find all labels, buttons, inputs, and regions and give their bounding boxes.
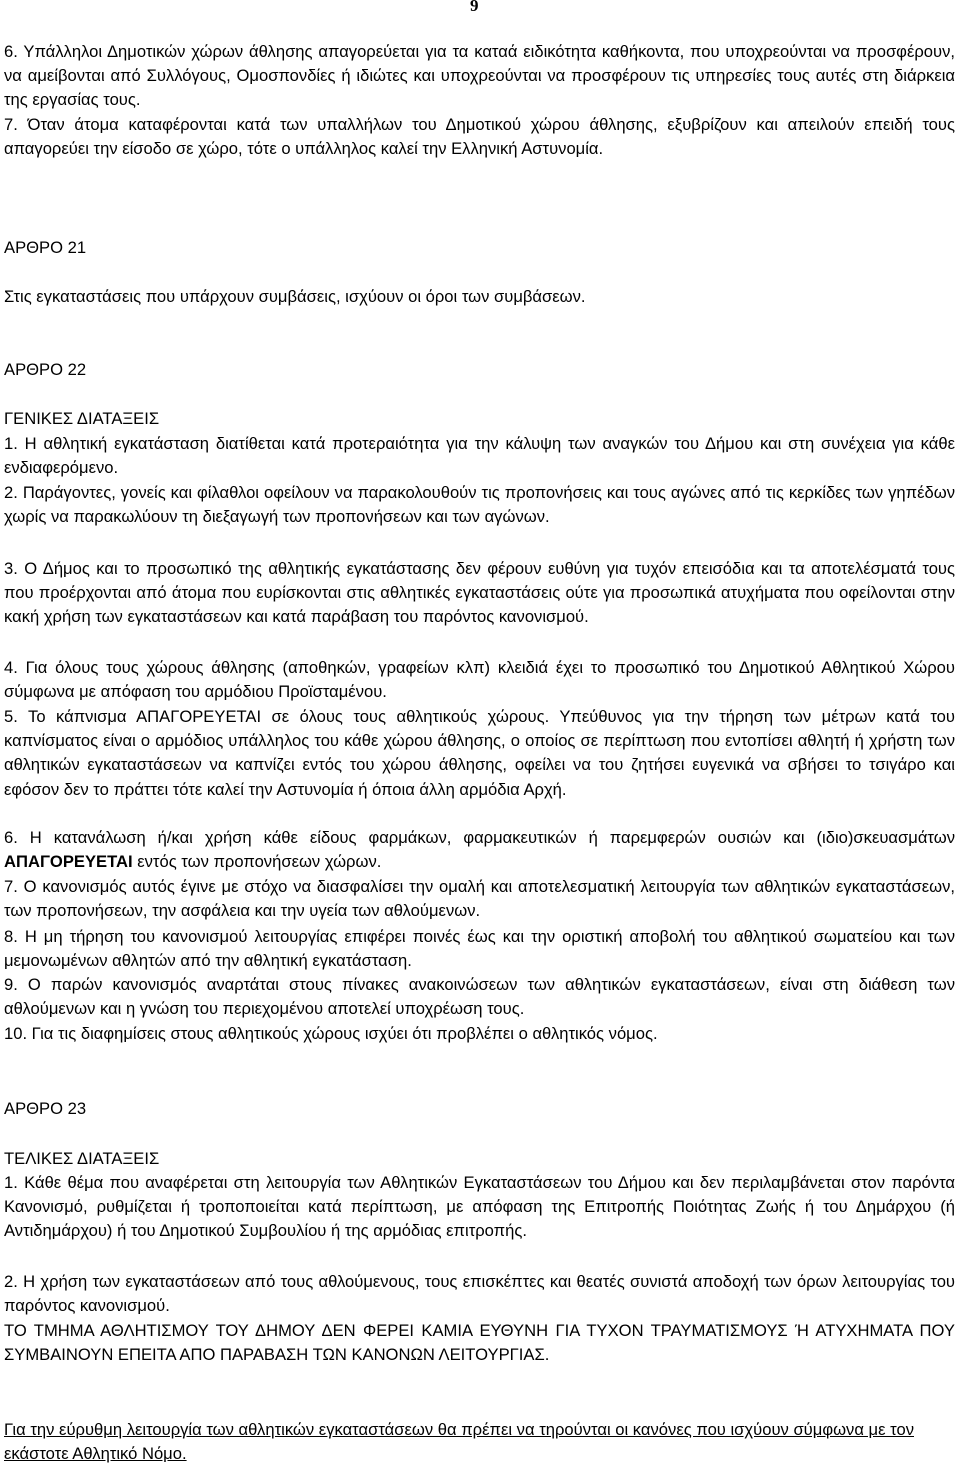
item-7: 7. Όταν άτομα καταφέρονται κατά των υπαλλήλων του Δημοτικού χώρου άθλησης, εξυβρίζουν και απειλούν επειδή τους απαγορεύει την είσοδο σε χώρο, τότε ο υπάλληλος καλεί την Ελληνική Αστυνομία.: [4, 115, 955, 159]
article-21-heading: ΑΡΘΡΟ 21: [4, 238, 87, 257]
closing-note: Για την εύρυθμη λειτουργία των αθλητικών εγκαταστάσεων θα πρέπει να τηρούνται οι κανόνες που ισχύουν σύμφωνα με τον εκάστοτε Αθλητικό Νόμο.: [4, 1420, 914, 1464]
item-6: 6. Υπάλληλοι Δημοτικών χώρων άθλησης απαγορεύεται για τα καταά ειδικότητα καθήκοντα, που υποχρεούνται να προσφέρουν, να αμείβονται από Συλλόγους, Ομοσπονδίες ή ιδιώτες και υποχρεούνται να προσφέρουν τις υπηρεσίες τους αυτές στη διάρκεια της εργασίας τους.: [4, 42, 955, 110]
item-6-bold: ΑΠΑΓΟΡΕΥΕΤΑΙ: [4, 852, 133, 872]
article-23-heading: ΑΡΘΡΟ 23: [4, 1099, 87, 1118]
article-22-item-6: [4, 826, 955, 874]
article-21-text: Στις εγκαταστάσεις που υπάρχουν συμβάσεις, ισχύουν οι όροι των συμβάσεων.: [4, 287, 586, 306]
article-22-item-8: 8. Η μη τήρηση του κανονισμού λειτουργίας επιφέρει ποινές έως και την οριστική αποβολή του αθλητικού σωματείου και των μεμονωμένων αθλητών από την αθλητική εγκατάσταση.: [4, 927, 955, 971]
article-22-item-7: 7. Ο κανονισμός αυτός έγινε με στόχο να διασφαλίσει την ομαλή και αποτελεσματική λειτουργία των αθλητικών εγκαταστάσεων, των προπονήσεων, την ασφάλεια και την υγεία των αθλούμενων.: [4, 877, 955, 921]
article-23-item-2: 2. Η χρήση των εγκαταστάσεων από τους αθλούμενους, τους επισκέπτες και θεατές συνιστά αποδοχή των όρων λειτουργίας του παρόντος κανονισμού.: [4, 1272, 955, 1316]
article-22-subheading: ΓΕΝΙΚΕΣ ΔΙΑΤΑΞΕΙΣ: [4, 409, 160, 428]
article-22-item-5: 5. Το κάπνισμα ΑΠΑΓΟΡΕΥΕΤΑΙ σε όλους τους αθλητικούς χώρους. Υπεύθυνος για την τήρηση των μέτρων κατά του καπνίσματος είναι ο αρμόδιος υπάλληλος του κάθε χώρου άθλησης, ο οποίος σε περίπτωση που εντοπίσει αθλητή ή χρήστη των αθλητικών εγκαταστάσεων να καπνίζει εντός του χώρου άθλησης, οφείλει να του ζητήσει ευγενικά να σβήσει το τσιγάρο και εφόσον δεν το πράττει τότε καλεί την Αστυνομία ή όποια άλλη αρμόδια Αρχή.: [4, 707, 955, 799]
article-22-item-4: 4. Για όλους τους χώρους άθλησης (αποθηκών, γραφείων κλπ) κλειδιά έχει το προσωπικό του Δημοτικού Αθλητικού Χώρου σύμφωνα με απόφαση του αρμόδιου Προϊσταμένου.: [4, 658, 955, 702]
article-22-item-3: 3. Ο Δήμος και το προσωπικό της αθλητικής εγκατάστασης δεν φέρουν ευθύνη για τυχόν επεισόδια και τα αποτελέσματά τους που προέρχονται από άτομα που ευρίσκονται στις αθλητικές εγκαταστάσεις ούτε για προσωπικά ατυχήματα που οφείλονται στην κακή χρήση των εγκαταστάσεων και κατά παράβαση του παρόντος κανονισμού.: [4, 559, 955, 627]
article-23-subheading: ΤΕΛΙΚΕΣ ΔΙΑΤΑΞΕΙΣ: [4, 1149, 160, 1168]
article-23-item-1: 1. Κάθε θέμα που αναφέρεται στη λειτουργία των Αθλητικών Εγκαταστάσεων του Δήμου και δεν περιλαμβάνεται στον παρόντα Κανονισμό, ρυθμίζεται ή τροποποιείται κατά περίπτωση, με απόφαση της Επιτροπής Ποιότητας Ζωής ή του Δημάρχου (ή Αντιδημάρχου) ή του Δημοτικού Συμβουλίου ή της αρμόδιας επιτροπής.: [4, 1173, 955, 1241]
article-22-item-9: 9. Ο παρών κανονισμός αναρτάται στους πίνακες ανακοινώσεων των αθλητικών εγκαταστάσεων, είναι στη διάθεση των αθλούμενων και η γνώση του περιεχομένου αποτελεί υποχρέωση τους.: [4, 975, 955, 1019]
article-22-item-1: 1. Η αθλητική εγκατάσταση διατίθεται κατά προτεραιότητα για την κάλυψη των αναγκών του Δήμου και στη συνέχεια για κάθε ενδιαφερόμενο.: [4, 434, 955, 478]
item-6-text-a: 6. Η κατανάλωση ή/και χρήση κάθε είδους φαρμάκων, φαρμακευτικών ή παρεμφερών ουσιών και (ιδιο)σκευασμάτων: [4, 828, 955, 847]
article-22-heading: ΑΡΘΡΟ 22: [4, 360, 87, 379]
article-22-item-10: 10. Για τις διαφημίσεις στους αθλητικούς χώρους ισχύει ότι προβλέπει ο αθλητικός νόμος.: [4, 1024, 658, 1043]
page-number: 9: [470, 0, 479, 15]
item-6-text-b: εντός των προπονήσεων χώρων.: [132, 852, 382, 872]
disclaimer-text: ΤΟ ΤΜΗΜΑ ΑΘΛΗΤΙΣΜΟΥ ΤΟΥ ΔΗΜΟΥ ΔΕΝ ΦΕΡΕΙ ΚΑΜΙΑ ΕΥΘΥΝΗ ΓΙΑ ΤΥΧΟΝ ΤΡΑΥΜΑΤΙΣΜΟΥΣ Ή ΑΤΥΧΗΜΑΤΑ ΠΟΥ ΣΥΜΒΑΙΝΟΥΝ ΕΠΕΙΤΑ ΑΠΟ ΠΑΡΑΒΑΣΗ ΤΩΝ ΚΑΝΟΝΩΝ ΛΕΙΤΟΥΡΓΙΑΣ.: [4, 1321, 955, 1365]
article-22-item-2: 2. Παράγοντες, γονείς και φίλαθλοι οφείλουν να παρακολουθούν τις προπονήσεις και τους αγώνες από τις κερκίδες των γηπέδων χωρίς να παρακωλύουν τη διεξαγωγή των προπονήσεων και των αγώνων.: [4, 483, 955, 527]
